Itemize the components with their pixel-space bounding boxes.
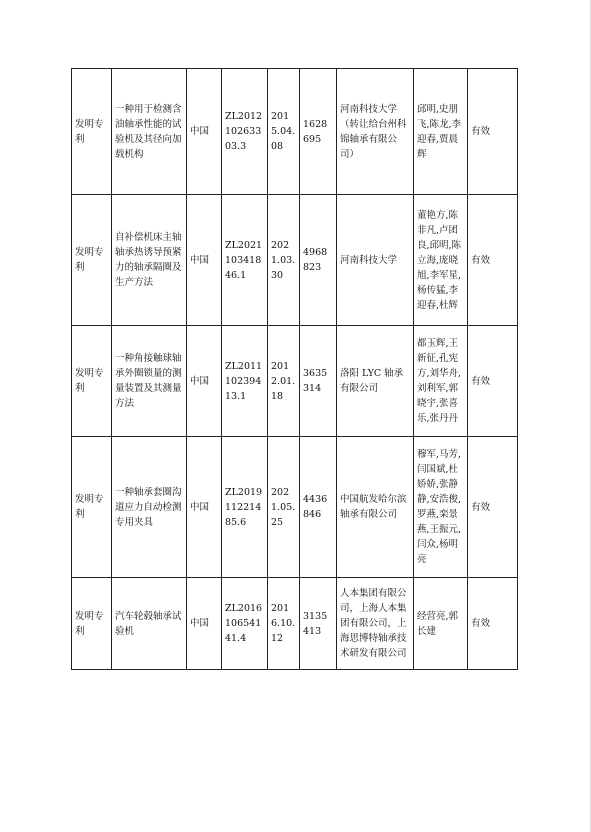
certificate-number-cell: 1628695 <box>300 69 337 195</box>
patent-number-cell: ZL201210263303.3 <box>222 69 268 195</box>
patent-holder-cell: 中国航发哈尔滨轴承有限公司 <box>337 437 414 578</box>
patent-number-cell: ZL201610654141.4 <box>222 578 268 670</box>
patent-title-cell: 一种角接触球轴承外圈锁量的测量装置及其测量方法 <box>112 326 187 437</box>
table-row <box>72 195 518 326</box>
patent-table <box>71 68 518 670</box>
table-row <box>72 578 518 670</box>
grant-date-cell: 2012.01.18 <box>268 326 300 437</box>
patent-type-cell: 发明专利 <box>72 326 112 437</box>
patent-holder-cell: 洛阳 LYC 轴承有限公司 <box>337 326 414 437</box>
patent-title-cell: 一种用于检测含油轴承性能的试验机及其径向加载机构 <box>112 69 187 195</box>
inventors-cell: 董艳方,陈非凡,卢团良,邱明,陈立海,庞晓旭,李军星,杨传猛,李迎春,杜辉 <box>414 195 468 326</box>
table-row <box>72 69 518 195</box>
patent-title-cell: 自补偿机床主轴轴承热诱导预紧力的轴承隔圈及生产方法 <box>112 195 187 326</box>
patent-title-cell: 一种轴承套圈沟道应力自动检测专用夹具 <box>112 437 187 578</box>
status-cell: 有效 <box>468 326 518 437</box>
patent-holder-cell: 人本集团有限公司，上海人本集团有限公司，上海思博特轴承技术研发有限公司 <box>337 578 414 670</box>
patent-holder-cell: 河南科技大学 <box>337 195 414 326</box>
status-cell: 有效 <box>468 437 518 578</box>
inventors-cell: 穆军,马芳,闫国斌,杜娇娇,张静静,安浩俊,罗燕,栾景燕,王振元,闫众,杨明亮 <box>414 437 468 578</box>
status-cell: 有效 <box>468 578 518 670</box>
inventors-cell: 经营亮,郭长建 <box>414 578 468 670</box>
certificate-number-cell: 3135413 <box>300 578 337 670</box>
inventors-cell: 都玉辉,王新征,孔宪方,刘华舟,刘利军,郭晓宇,张喜乐,张丹丹 <box>414 326 468 437</box>
grant-date-cell: 2021.03.30 <box>268 195 300 326</box>
patent-number-cell: ZL201110239413.1 <box>222 326 268 437</box>
patent-type-cell: 发明专利 <box>72 69 112 195</box>
grant-date-cell: 2021.05.25 <box>268 437 300 578</box>
grant-date-cell: 2016.10.12 <box>268 578 300 670</box>
patent-number-cell: ZL201911221485.6 <box>222 437 268 578</box>
table-row <box>72 437 518 578</box>
status-cell: 有效 <box>468 69 518 195</box>
patent-number-cell: ZL202110341846.1 <box>222 195 268 326</box>
country-cell: 中国 <box>187 195 222 326</box>
country-cell: 中国 <box>187 69 222 195</box>
grant-date-cell: 2015.04.08 <box>268 69 300 195</box>
patent-holder-cell: 河南科技大学（转让给台州科锦轴承有限公司） <box>337 69 414 195</box>
certificate-number-cell: 3635314 <box>300 326 337 437</box>
patent-title-cell: 汽车轮毂轴承试验机 <box>112 578 187 670</box>
inventors-cell: 邱明,史朋飞,陈龙,李迎春,贾晨辉 <box>414 69 468 195</box>
certificate-number-cell: 4968823 <box>300 195 337 326</box>
country-cell: 中国 <box>187 578 222 670</box>
patent-type-cell: 发明专利 <box>72 437 112 578</box>
country-cell: 中国 <box>187 326 222 437</box>
patent-type-cell: 发明专利 <box>72 195 112 326</box>
table-row <box>72 326 518 437</box>
status-cell: 有效 <box>468 195 518 326</box>
certificate-number-cell: 4436846 <box>300 437 337 578</box>
patent-type-cell: 发明专利 <box>72 578 112 670</box>
country-cell: 中国 <box>187 437 222 578</box>
